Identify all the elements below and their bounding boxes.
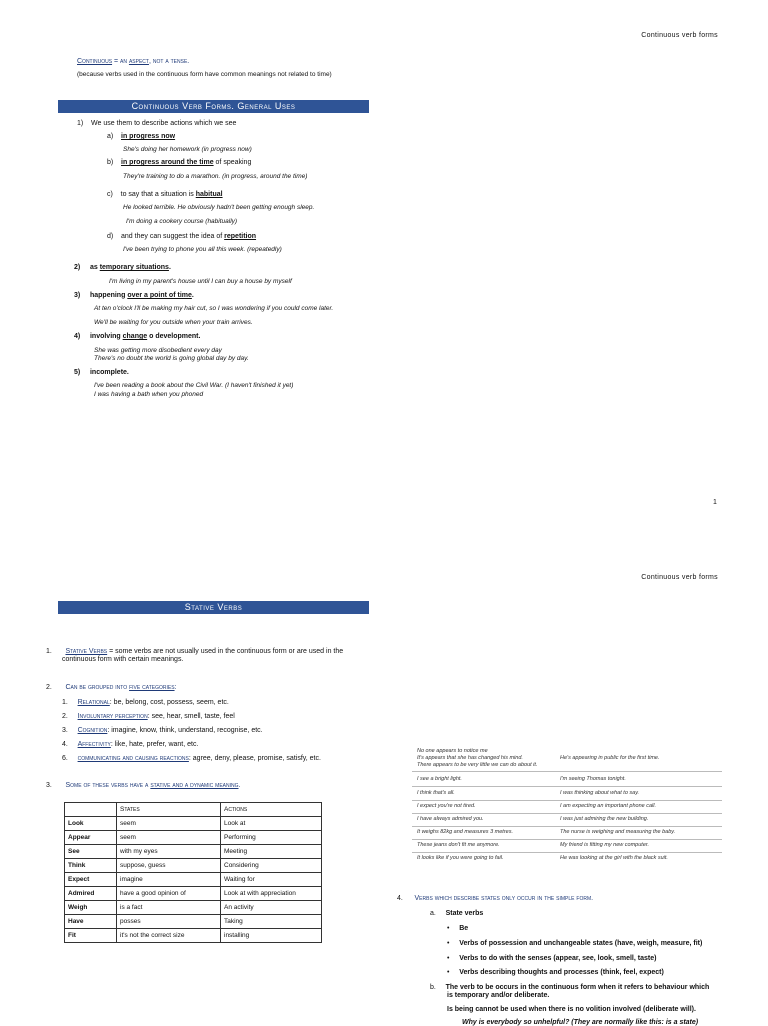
p4a-letter: a. [430,910,436,917]
table-header-cell: States [117,803,221,817]
p3-num: 3. [46,782,52,789]
table-row [65,831,322,845]
item3-example1: At ten o'clock I'll be making my hair cut, so I was wondering if you could come later. [94,305,334,312]
category-items: : see, hear, smell, taste, feel [147,713,235,720]
intro-term: Continuous [77,58,113,65]
table-cell: it's not the correct size [117,929,221,943]
category-name: Cognition [77,727,108,734]
section-band-general-uses: Continuous Verb Forms. General Uses [58,100,369,113]
item1c-line [107,191,223,198]
p4-line [397,895,593,902]
table-cell: Appear [65,831,117,845]
item1-text: We use them to describe actions which we see [91,120,237,127]
p4b-letter: b. [430,984,436,991]
p1-line [46,648,343,655]
category-3 [62,727,263,734]
item5-label: incomplete. [89,369,129,376]
category-name: Relational [77,699,110,706]
item3-suffix: . [191,292,194,299]
p4-text: Verbs which describe states only occur in the simple form. [414,895,594,902]
intro-aspect: aspect [128,58,149,65]
item1d-example: I've been trying to phone you all this week. (repeatedly) [123,246,282,253]
example-divider [412,852,722,853]
p2-prefix: Can be grouped into [65,684,130,691]
example-divider [412,771,722,772]
item4-line [74,333,200,340]
example-right: I was just admiring the new building. [560,816,649,822]
category-items: : like, hate, prefer, want, etc. [110,741,199,748]
item1c-prefix: to say that a situation is [120,191,196,198]
item2-label: temporary situations [99,264,169,271]
example-left-1a: No one appears to notice me [417,748,488,754]
intro-line [77,58,189,65]
bullet-item: • Verbs to do with the senses (appear, see, look, smell, taste) [447,955,657,962]
intro-end: , not a tense. [148,58,190,65]
p2-line [46,684,177,691]
category-items: : be, belong, cost, possess, seem, etc. [109,699,229,706]
table-row [65,845,322,859]
table-cell: Performing [221,831,322,845]
p4a-line [430,910,483,917]
category-2 [62,713,235,720]
table-cell: An activity [221,901,322,915]
p4a-text: State verbs [445,910,484,917]
table-cell: seem [117,831,221,845]
item2-prefix: as [89,264,100,271]
table-cell: Taking [221,915,322,929]
p2-suffix: : [174,684,177,691]
table-cell: Admired [65,887,117,901]
item1d-label: repetition [224,233,257,240]
item1c-example2: I'm doing a cookery course (habitually) [126,218,238,225]
table-cell: seem [117,817,221,831]
item5-line [74,369,129,376]
table-cell: have a good opinion of [117,887,221,901]
example-right: My friend is fitting my new computer. [560,842,650,848]
table-header-row [65,803,322,817]
item1b-example: They're training to do a marathon. (in progress, around the time) [123,173,308,180]
item3-line [74,292,194,299]
p4b-text4: Why is everybody so unhelpful? (They are normally like this: is a state) [462,1019,699,1026]
table-cell: with my eyes [117,845,221,859]
p4b-line [430,984,709,991]
bullet-text: Be [459,925,469,932]
example-left: I have always admired you. [417,816,484,822]
table-row [65,887,322,901]
table-cell: Look at [221,817,322,831]
item1-line [77,120,236,127]
example-divider [412,800,722,801]
table-cell: is a fact [117,901,221,915]
example-divider [412,826,722,827]
item1b-label: in progress around the time [121,159,214,166]
table-row [65,817,322,831]
example-right: The nurse is weighing and measuring the baby. [560,829,676,835]
table-cell: Have [65,915,117,929]
p3-prefix: Some of these verbs have a [65,782,151,789]
p4b-text2: is temporary and/or deliberate. [447,992,550,999]
item2-num: 2) [74,264,81,271]
item1-num: 1) [77,120,84,127]
item1b-letter: b) [107,159,114,166]
table-cell: Think [65,859,117,873]
bullet-item: • Verbs of possession and unchangeable states (have, weigh, measure, fit) [447,940,703,947]
category-name: communicating and causing reactions [77,755,189,762]
page1-header: Continuous verb forms [641,32,718,39]
item4-label: change [122,333,148,340]
p3-label: stative and a dynamic meaning [150,782,239,789]
example-right: I am expecting an important phone call. [560,803,657,809]
example-left: These jeans don't fit me anymore. [417,842,500,848]
bullet-text: Verbs of possession and unchangeable states (have, weigh, measure, fit) [459,940,703,947]
p3-line [46,782,240,789]
example-right: I'm seeing Thomas tonight. [560,776,626,782]
page2-header: Continuous verb forms [641,574,718,581]
category-name: Involuntary perception [77,713,148,720]
item4-prefix: involving [89,333,123,340]
item1b-suffix: of speaking [213,159,252,166]
intro-note: (because verbs used in the continuous form have common meanings not related to time) [77,71,332,78]
bullet-item: • Verbs describing thoughts and processes (think, feel, expect) [447,969,664,976]
table-cell: Considering [221,859,322,873]
p1-term: Stative Verbs [65,648,108,655]
item5-num: 5) [74,369,81,376]
category-num: 3. [62,727,68,734]
page-number: 1 [713,499,717,506]
table-cell: posses [117,915,221,929]
table-cell: imagine [117,873,221,887]
table-cell: suppose, guess [117,859,221,873]
table-cell: Expect [65,873,117,887]
item1c-label: habitual [195,191,223,198]
table-row [65,915,322,929]
example-left: I expect you're not tired. [417,803,476,809]
item1a-line [107,133,175,140]
item3-num: 3) [74,292,81,299]
bullet-item: • Be [447,925,469,932]
example-left-1c: There appears to be very little we can do about it. [417,762,538,768]
item1d-line [107,233,256,240]
item1a-example: She's doing her homework (in progress now) [123,146,252,153]
example-left: I see a bright light. [417,776,462,782]
item4-example2: There's no doubt the world is going global day by day. [94,355,249,362]
category-num: 6. [62,755,68,762]
example-divider [412,786,722,787]
item2-line [74,264,171,271]
item1a-label: in progress now [121,133,176,140]
item4-num: 4) [74,333,81,340]
item1a-letter: a) [107,133,114,140]
p2-num: 2. [46,684,52,691]
example-right: He was looking at the girl with the black suit. [560,855,668,861]
example-left: I think that's all. [417,790,455,796]
category-items: : agree, deny, please, promise, satisfy, etc. [188,755,321,762]
item2-suffix: . [168,264,171,271]
table-cell: Look at with appreciation [221,887,322,901]
category-num: 2. [62,713,68,720]
example-divider [412,839,722,840]
category-1 [62,699,229,706]
p1-num: 1. [46,648,52,655]
item2-example: I'm living in my parent's house until I can buy a house by myself [109,278,292,285]
example-right-1: He's appearing in public for the first time. [560,755,660,761]
table-header-cell [65,803,117,817]
table-row [65,929,322,943]
table-cell: Fit [65,929,117,943]
p2-label: five categories [129,684,175,691]
item5-example1: I've been reading a book about the Civil War. (I haven't finished it yet) [94,382,294,389]
item1c-example1: He looked terrible. He obviously hadn't been getting enough sleep. [123,204,315,211]
p1-text: = some verbs are not usually used in the continuous form or are used in the [107,648,344,655]
p1-line2: continuous form with certain meanings. [62,656,184,663]
example-left: It weighs 82kg and measures 3 metres. [417,829,513,835]
category-6 [62,755,321,762]
item1c-letter: c) [107,191,113,198]
table-row [65,873,322,887]
item1d-letter: d) [107,233,114,240]
stative-table [64,802,322,943]
bullet-text: Verbs to do with the senses (appear, see, look, smell, taste) [459,955,657,962]
example-left: It looks like if you were going to fail. [417,855,504,861]
item3-example2: We'll be waiting for you outside when your train arrives. [94,319,253,326]
table-cell: Waiting for [221,873,322,887]
p4b-text1: The verb to be occurs in the continuous form when it refers to behaviour which [445,984,710,991]
example-divider [412,813,722,814]
table-header-cell: Actions [221,803,322,817]
category-name: Affectivity [77,741,111,748]
item3-label: over a point of time [127,292,192,299]
item1d-prefix: and they can suggest the idea of [121,233,225,240]
item4-suffix: o development. [147,333,201,340]
table-cell: See [65,845,117,859]
p4-num: 4. [397,895,403,902]
item3-prefix: happening [89,292,128,299]
bullet-text: Verbs describing thoughts and processes (think, feel, expect) [459,969,664,976]
p3-suffix: . [238,782,241,789]
category-items: : imagine, know, think, understand, recognise, etc. [107,727,263,734]
item1b-line [107,159,251,166]
item4-example1: She was getting more disobedient every day [94,347,222,354]
category-num: 4. [62,741,68,748]
item5-example2: I was having a bath when you phoned [94,391,204,398]
table-cell: Meeting [221,845,322,859]
category-4 [62,741,198,748]
example-left-1b: It's appears that she has changed his mind. [417,755,523,761]
example-right: I was thinking about what to say. [560,790,640,796]
intro-mid: = an [112,58,129,65]
table-cell: installing [221,929,322,943]
category-num: 1. [62,699,68,706]
table-row [65,901,322,915]
table-cell: Look [65,817,117,831]
p4b-text3: Is being cannot be used when there is no volition involved (deliberate will). [447,1006,696,1013]
section-band-stative: Stative Verbs [58,601,369,614]
table-row [65,859,322,873]
table-cell: Weigh [65,901,117,915]
